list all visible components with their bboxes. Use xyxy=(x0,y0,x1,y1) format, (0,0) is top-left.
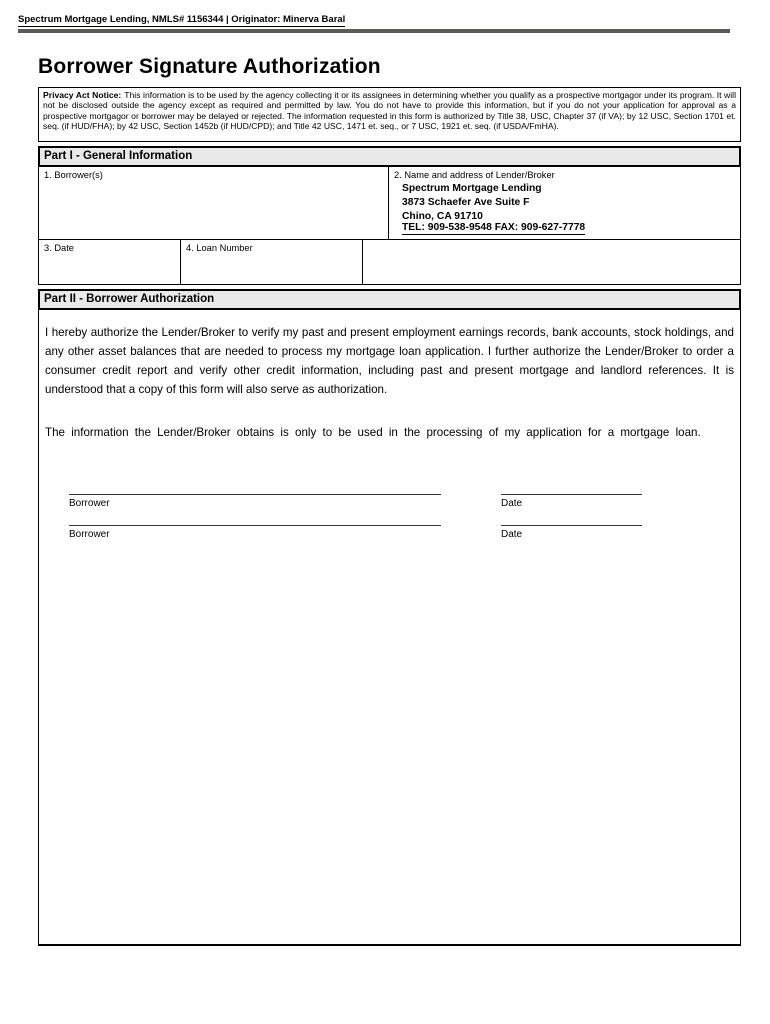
date-signature-label: Date xyxy=(501,498,523,509)
table-row xyxy=(39,240,740,284)
privacy-act-notice-box xyxy=(38,87,741,142)
loan-number-field[interactable] xyxy=(181,240,363,284)
borrowers-field[interactable] xyxy=(39,167,389,239)
lender-broker-label: 2. Name and address of Lender/Broker xyxy=(394,170,555,180)
lender-broker-field xyxy=(389,167,740,239)
originator-header: Spectrum Mortgage Lending, NMLS# 1156344 | Originator: Minerva Baral xyxy=(18,14,346,25)
lender-address-line1: 3873 Schaefer Ave Suite F xyxy=(402,197,530,208)
date-signature-label: Date xyxy=(501,529,523,540)
lender-phone-text: TEL: 909-538-9548 FAX: 909-627-7778 xyxy=(402,222,586,233)
blank-field[interactable] xyxy=(363,240,740,284)
privacy-act-notice-label: Privacy Act Notice: xyxy=(43,90,122,100)
borrower-signature-line[interactable] xyxy=(69,525,441,526)
part1-section-header: Part I - General Information xyxy=(38,146,741,167)
date-signature-field xyxy=(501,525,642,540)
header-divider-rule xyxy=(18,29,730,33)
date-signature-line[interactable] xyxy=(501,494,642,495)
date-label: 3. Date xyxy=(44,243,74,253)
signature-row xyxy=(45,494,734,509)
signature-row xyxy=(45,525,734,540)
lender-phone-line xyxy=(402,222,735,235)
lender-name: Spectrum Mortgage Lending xyxy=(402,183,542,194)
part2-section-header: Part II - Borrower Authorization xyxy=(38,289,741,310)
usage-paragraph: The information the Lender/Broker obtains is only to be used in the processing of my application for a mortgage loan. xyxy=(45,426,701,439)
privacy-act-notice-text: This information is to be used by the agency collecting it or its assignees in determining whether you qualify as a prospective mortgagor under its program. It will not be disclosed outside the agency except as required and permitted by law. You do not have to provide this information, but if you do not your application for approval as a prospective mortgagor or borrower may be delayed or rejected. The information requested in this form is authorized by Title 38, USC, Chapter 37 (if VA); by 12 USC, Section 1701 et. seq. (if HUD/FHA); by 42 USC, Section 1452b (if HUD/CPD); and Title 42 USC, 1471 et. seq., or 7 USC, 1921 et. seq. (if USDA/FmHA). xyxy=(43,90,736,132)
lender-address-line2: Chino, CA 91710 xyxy=(402,211,483,222)
borrower-signature-label: Borrower xyxy=(69,529,110,540)
borrower-signature-field xyxy=(69,525,441,540)
borrower-signature-label: Borrower xyxy=(69,498,110,509)
borrowers-label: 1. Borrower(s) xyxy=(44,170,103,180)
borrower-signature-field xyxy=(69,494,441,509)
page-title: Borrower Signature Authorization xyxy=(38,55,381,78)
borrower-signature-line[interactable] xyxy=(69,494,441,495)
table-row xyxy=(39,167,740,240)
form-body xyxy=(38,87,741,946)
part1-table xyxy=(38,167,741,285)
date-signature-line[interactable] xyxy=(501,525,642,526)
date-field[interactable] xyxy=(39,240,181,284)
part2-authorization-box xyxy=(38,310,741,946)
authorization-paragraph: I hereby authorize the Lender/Broker to verify my past and present employment earnings records, bank accounts, stock holdings, and any other asset balances that are needed to process my mortgage loan application. I further authorize the Lender/Broker to order a consumer credit report and verify other credit information, including past and present mortgage and landlord references. It is understood that a copy of this form will also serve as authorization. xyxy=(45,326,734,396)
date-signature-field xyxy=(501,494,642,509)
loan-number-label: 4. Loan Number xyxy=(186,243,253,253)
